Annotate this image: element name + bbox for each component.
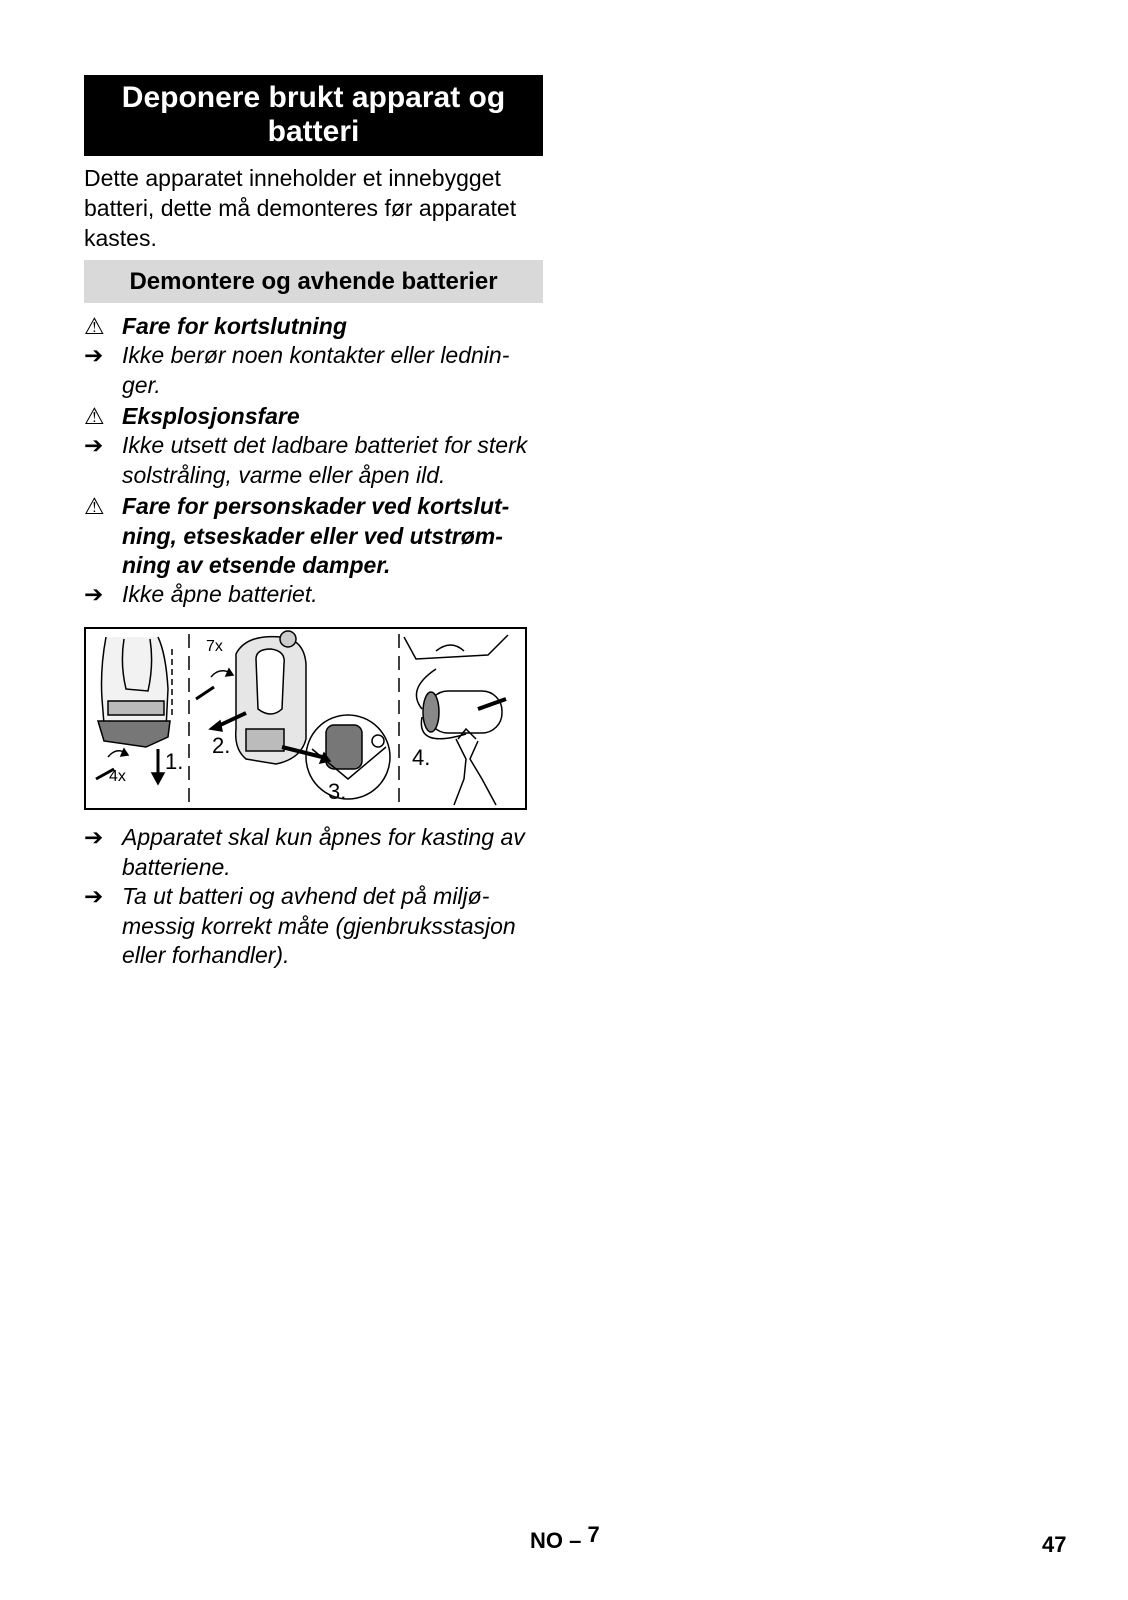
footer-language: NO –: [530, 1528, 582, 1553]
action-text: Ikke utsett det ladbare batteriet for sterk solstråling, varme eller åpen ild.: [122, 432, 528, 488]
page-title-text: Deponere brukt apparat og batteri: [121, 81, 506, 148]
action-text: Ikke åpne batteriet.: [122, 581, 318, 607]
warning-triangle-icon: ⚠: [84, 403, 105, 429]
arrow-head: [210, 721, 222, 731]
screw-count-label: 4x: [109, 768, 126, 785]
hand-drawing: [454, 729, 496, 805]
step-label: 3.: [328, 779, 347, 804]
section-heading-text: Demontere og avhende batterier: [129, 268, 498, 295]
screw-icon: [196, 669, 233, 699]
battery-cell-drawing: [404, 635, 508, 739]
instruction-item: [84, 823, 543, 882]
screw-count-label: 7x: [206, 638, 223, 655]
step-label: 4.: [412, 745, 431, 770]
warning-label: Eksplosjonsfare: [122, 403, 300, 429]
section-heading: [84, 260, 543, 303]
intro-paragraph: Dette apparatet inneholder et innebygget batteri, dette må demonteres før apparatet kastes.: [84, 165, 517, 251]
warning-triangle-icon: ⚠: [84, 493, 105, 519]
step-label: 2.: [212, 733, 231, 758]
warning-label: Fare for kortslutning: [122, 313, 347, 339]
arrow-right-icon: ➔: [84, 824, 104, 850]
warning-triangle-icon: ⚠: [84, 313, 105, 339]
arrow-head: [152, 773, 164, 784]
arrow-right-icon: ➔: [84, 581, 104, 607]
page-title: [84, 75, 543, 156]
action-item: [84, 580, 543, 610]
battery-removal-figure: [84, 627, 527, 810]
footer-section-page: 7: [587, 1522, 600, 1547]
action-item: [84, 431, 543, 490]
device-bottom-drawing: [98, 637, 172, 747]
arrow-right-icon: ➔: [84, 342, 104, 368]
action-text: Ikke berør noen kontakter eller lednin-ger.: [122, 342, 510, 398]
device-body-drawing: [236, 631, 306, 764]
instruction-item: [84, 882, 543, 971]
step-label: 1.: [165, 749, 184, 774]
arrow-right-icon: ➔: [84, 432, 104, 458]
instruction-text: Apparatet skal kun åpnes for kasting av batteriene.: [122, 824, 525, 880]
warning-personal-injury: [84, 492, 543, 581]
warning-short-circuit: [84, 312, 543, 342]
action-item: [84, 341, 543, 400]
battery-removal-illustration: [86, 629, 525, 808]
page-number: 47: [1042, 1532, 1067, 1557]
footer-section-marker: [530, 1522, 600, 1554]
instruction-text: Ta ut batteri og avhend det på miljø-messig korrekt måte (gjenbruksstasjon eller forhandler).: [122, 883, 516, 968]
warning-explosion: [84, 402, 543, 432]
arrow-right-icon: ➔: [84, 883, 104, 909]
warning-label: Fare for personskader ved kortslut-ning, etseskader eller ved utstrøm-ning av etsende damper.: [122, 493, 510, 578]
